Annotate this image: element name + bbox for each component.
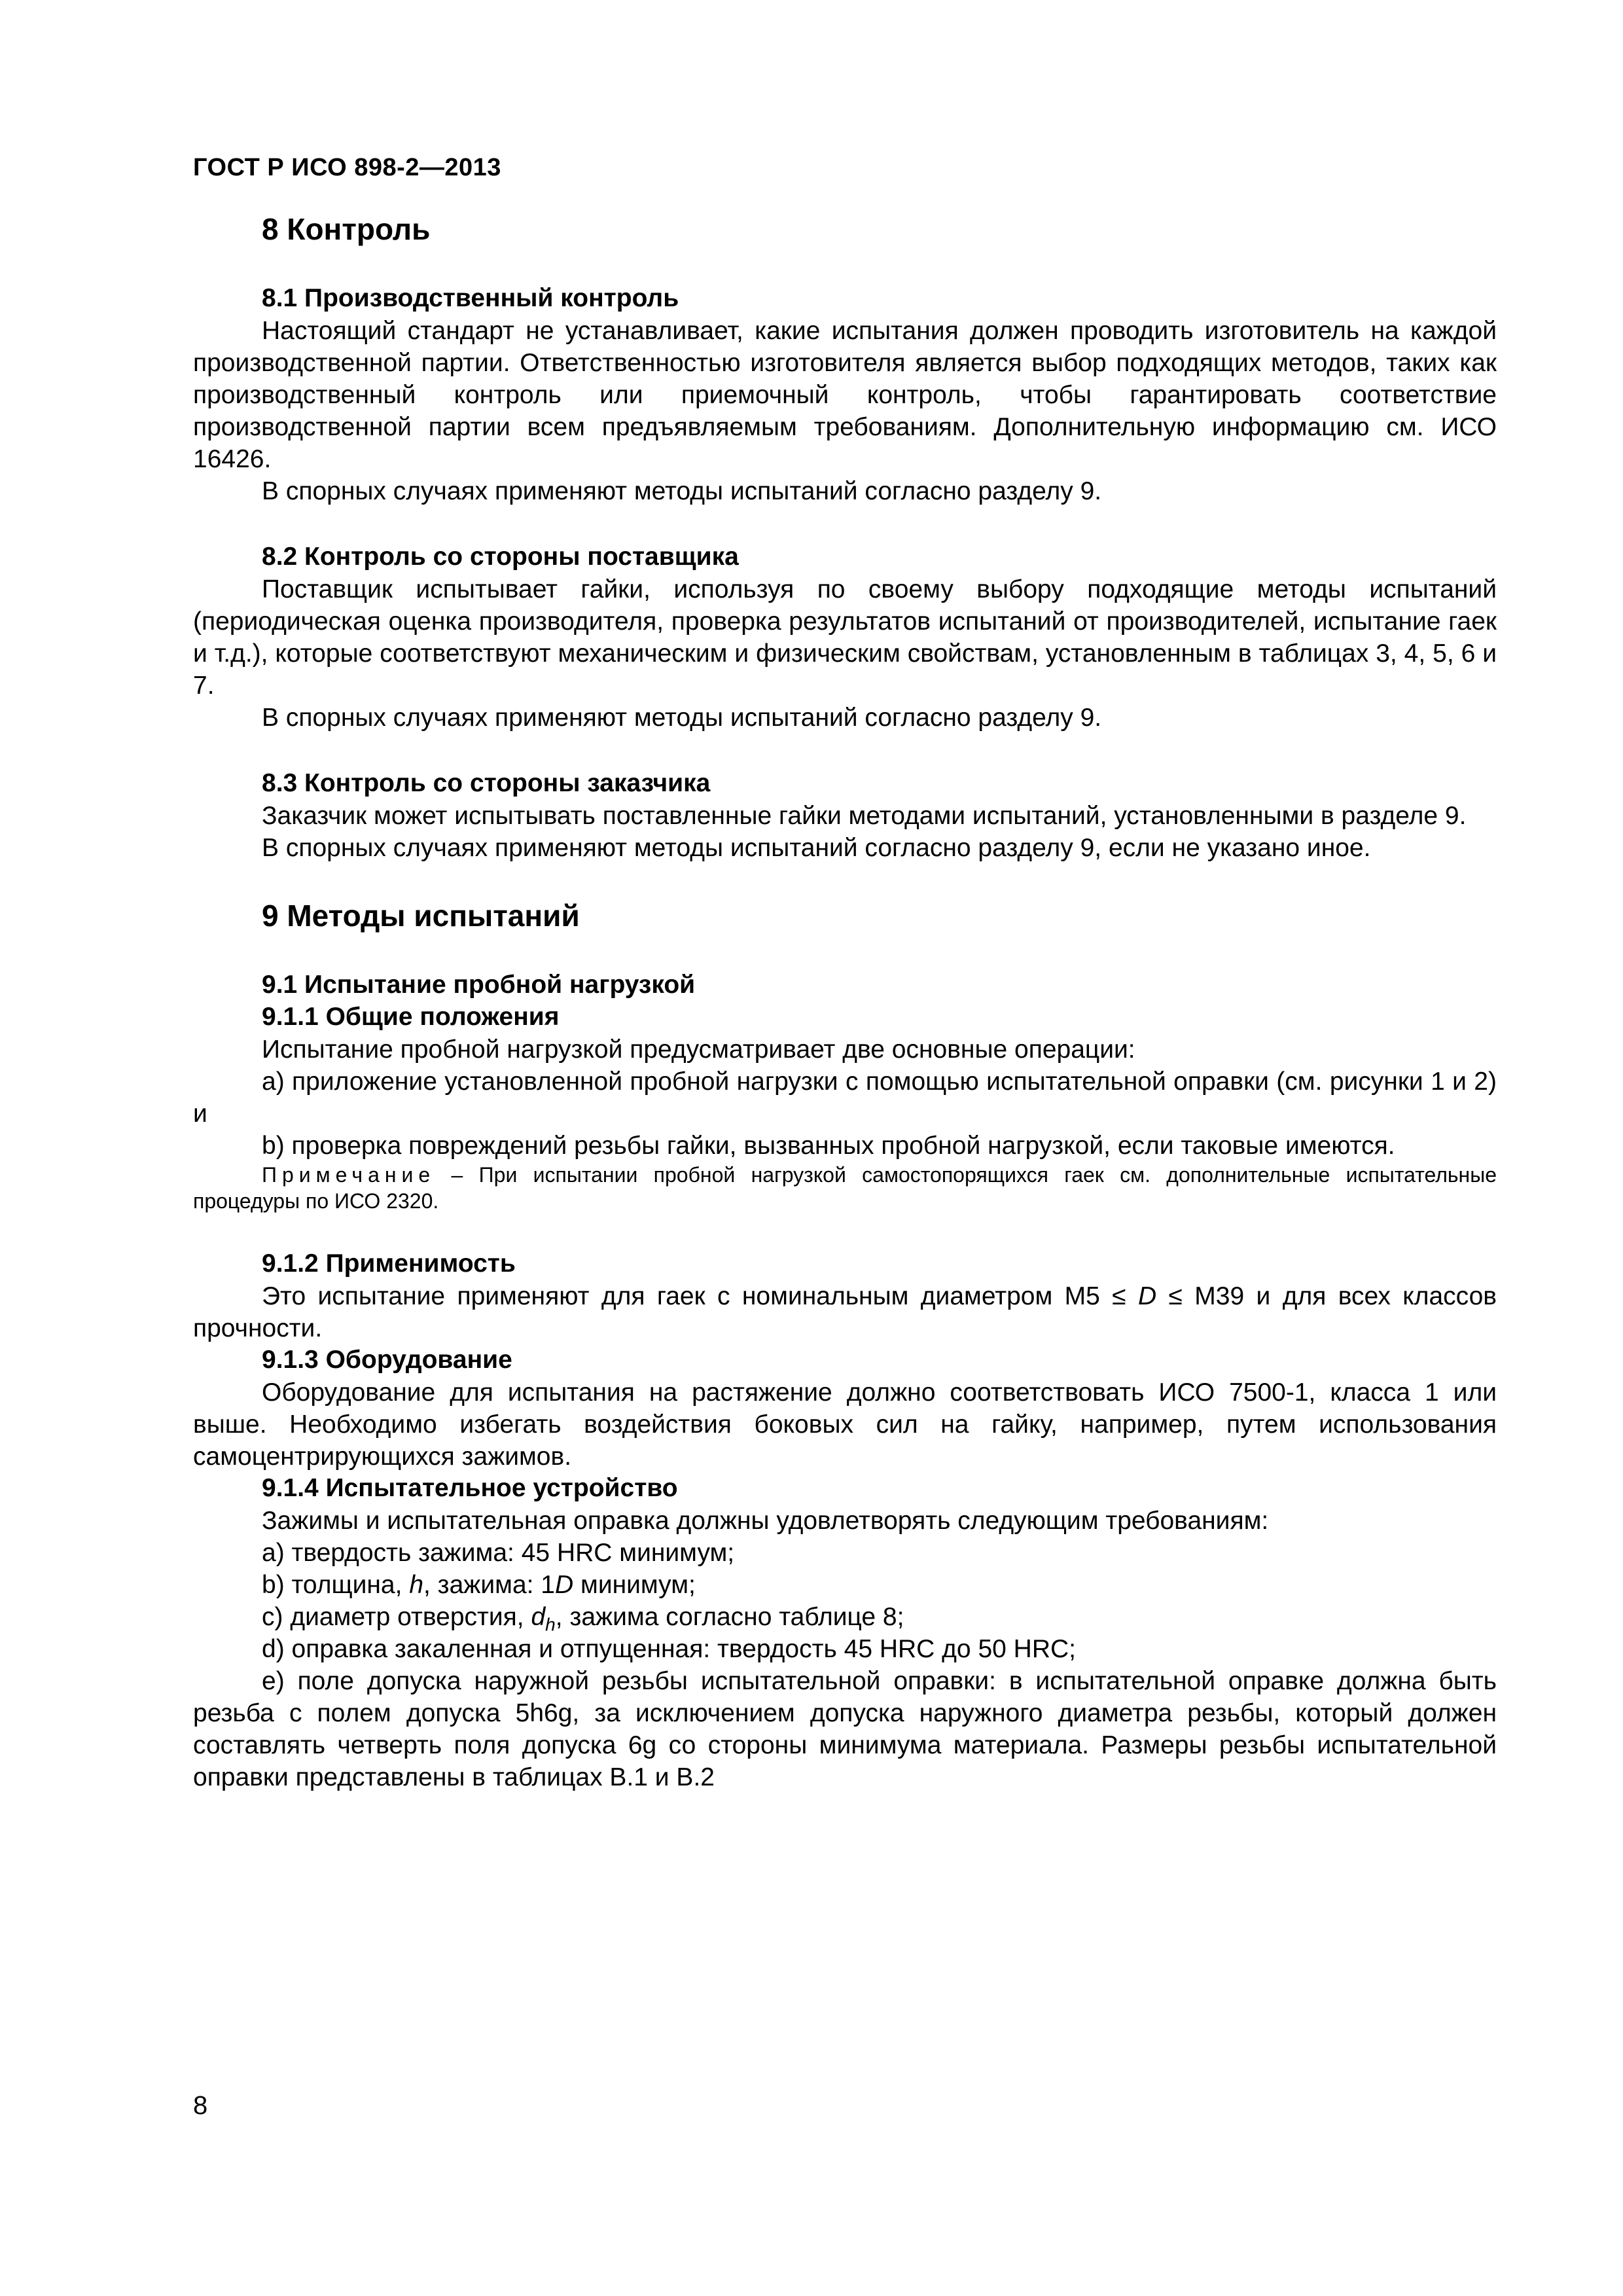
list-item-d: d) оправка закаленная и отпущенная: твердость 45 HRC до 50 HRC; [262, 1635, 1077, 1663]
section-8-title: 8 Контроль [262, 212, 431, 246]
section-9-title: 9 Методы испытаний [262, 899, 580, 933]
variable-h: h [409, 1571, 424, 1599]
note-label: Примечание [262, 1163, 436, 1187]
section-8-3-title: 8.3 Контроль со стороны заказчика [262, 769, 711, 797]
paragraph: Настоящий стандарт не устанавливает, какие испытания должен проводить изготовитель на каждой производственной партии. Ответственностью изготовителя является выбор подходящих методов, таких как производственный контроль или приемочный контроль, чтобы гарантировать соответствие производственной партии всем предъявляемым требованиям. Дополнительную информацию см. ИСО 16426. [193, 317, 1497, 473]
section-8-1-title: 8.1 Производственный контроль [262, 284, 679, 312]
spacer [193, 864, 1497, 896]
text-run: минимум; [573, 1571, 696, 1599]
note [193, 1162, 1497, 1214]
variable-d: D [555, 1571, 574, 1599]
text-run: , зажима: 1 [423, 1571, 555, 1599]
section-9-1-2-title: 9.1.2 Применимость [262, 1249, 516, 1278]
section-9-1-4-title: 9.1.4 Испытательное устройство [262, 1474, 678, 1502]
variable-d: D [1137, 1282, 1157, 1310]
text-run: , зажима согласно таблице 8; [555, 1603, 904, 1631]
paragraph: В спорных случаях применяют методы испытаний согласно разделу 9. [262, 477, 1102, 505]
spacer [193, 1214, 1497, 1248]
paragraph: Поставщик испытывает гайки, используя по своему выбору подходящие методы испытаний (периодическая оценка производителя, проверка результатов испытаний от производителей, испытание гаек и т.д.), которые соответствуют механическим и физическим свойствам, установленным в таблицах 3, 4, 5, 6 и 7. [193, 575, 1497, 700]
subscript-h: h [545, 1614, 556, 1635]
page-number: 8 [193, 2091, 208, 2120]
paragraph: Испытание пробной нагрузкой предусматривает две основные операции: [262, 1035, 1135, 1064]
paragraph: Оборудование для испытания на растяжение должно соответствовать ИСО 7500-1, класса 1 или выше. Необходимо избегать воздействия боковых сил на гайку, например, путем использования самоцентрирующихся зажимов. [193, 1378, 1497, 1471]
variable-d: d [531, 1603, 546, 1631]
list-item-a: a) твердость зажима: 45 HRC минимум; [262, 1539, 735, 1567]
spacer [193, 507, 1497, 541]
paragraph: Зажимы и испытательная оправка должны удовлетворять следующим требованиям: [262, 1507, 1269, 1535]
paragraph: В спорных случаях применяют методы испытаний согласно разделу 9, если не указано иное. [262, 834, 1371, 862]
text-run: c) диаметр отверстия, [262, 1603, 531, 1631]
list-item-e: e) поле допуска наружной резьбы испытательной оправки: в испытательной оправке должна быть резьба с полем допуска 5h6g, за исключением допуска наружного диаметра резьбы, который должен составлять четверть поля допуска 6g со стороны минимума материала. Размеры резьбы испытательной оправки представлены в таблицах В.1 и В.2 [193, 1667, 1497, 1791]
paragraph: Заказчик может испытывать поставленные гайки методами испытаний, установленными в разделе 9. [262, 802, 1467, 830]
list-item-c [193, 1601, 1497, 1633]
section-8-2-title: 8.2 Контроль со стороны поставщика [262, 543, 739, 571]
document-body [193, 209, 1497, 1793]
text-run: Это испытание применяют для гаек с номинальным диаметром М5 ≤ [262, 1282, 1138, 1310]
list-item-b [193, 1569, 1497, 1601]
paragraph: В спорных случаях применяют методы испытаний согласно разделу 9. [262, 704, 1102, 732]
paragraph [193, 1280, 1497, 1344]
section-9-1-3-title: 9.1.3 Оборудование [262, 1346, 512, 1374]
section-9-1-title: 9.1 Испытание пробной нагрузкой [262, 971, 696, 999]
spacer [193, 734, 1497, 768]
note-text: – При испытании пробной нагрузкой самостопорящихся гаек см. дополнительные испытательные процедуры по ИСО 2320. [193, 1163, 1497, 1213]
list-item-b: b) проверка повреждений резьбы гайки, вызванных пробной нагрузкой, если таковые имеются. [262, 1132, 1395, 1160]
document-header: ГОСТ Р ИСО 898-2—2013 [193, 154, 501, 181]
text-run: ≤ М39 и для всех классов прочности. [193, 1282, 1497, 1342]
list-item-a: a) приложение установленной пробной нагрузки с помощью испытательной оправки (см. рисунки 1 и 2) и [193, 1067, 1497, 1128]
section-9-1-1-title: 9.1.1 Общие положения [262, 1003, 560, 1031]
text-run: b) толщина, [262, 1571, 410, 1599]
